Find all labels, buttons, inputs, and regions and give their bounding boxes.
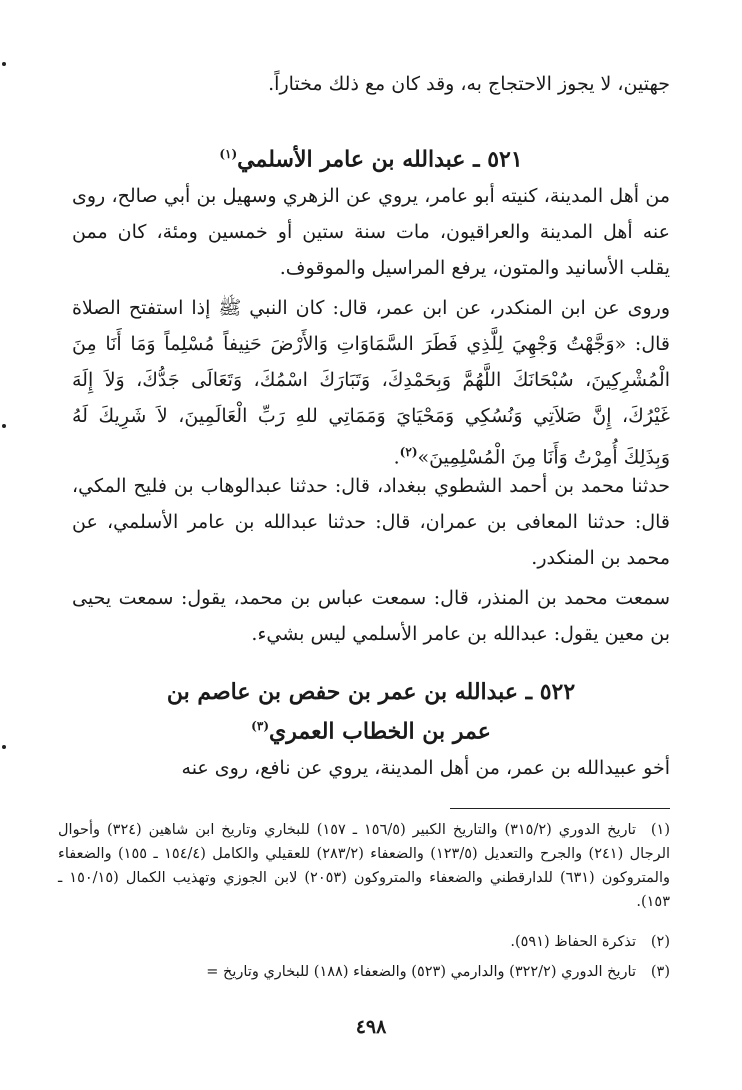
entry-522-heading-line-1: ٥٢٢ ـ عبدالله بن عمر بن حفص بن عاصم بن: [166, 679, 576, 705]
hadith-text: وروى عن ابن المنكدر، عن ابن عمر، قال: كان النبي ﷺ إذا استفتح الصلاة قال: «وَجَّهْتُ وَجْهِيَ لِلَّذِي فَطَرَ السَّمَاوَاتِ وَالأَرْضَ حَنِيفاً مُسْلِماً وَمَا أَنَا مِنَ الْمُشْرِكِينَ، سُبْحَانَكَ اللَّهُمَّ وَبِحَمْدِكَ، وَتَبَارَكَ اسْمُكَ، وَتَعَالَى جَدُّكَ، وَلاَ إِلَهَ غَيْرُكَ، إِنَّ صَلاَتِي وَنُسُكِي وَمَحْيَايَ وَمَمَاتِي للهِ رَبِّ الْعَالَمِينَ، لاَ شَرِيكَ لَهُ وَبِذَلِكَ أُمِرْتُ وَأَنَا مِنَ الْمُسْلِمِينَ»: [72, 297, 670, 469]
entry-521-paragraph-4: سمعت محمد بن المنذر، قال: سمعت عباس بن محمد، يقول: سمعت يحيى بن معين يقول: عبدالله بن عامر الأسلمي ليس بشيء.: [72, 587, 670, 645]
page-number: ٤٩٨: [355, 1016, 387, 1038]
margin-mark: [2, 745, 6, 749]
margin-mark: [2, 424, 6, 428]
footnote-ref-1: (١): [219, 147, 238, 161]
footnote-number: (٢): [650, 934, 670, 950]
footnote-number: (٣): [650, 964, 670, 980]
footnote-text: تذكرة الحفاظ (٥٩١).: [510, 934, 636, 950]
footnote-text: تاريخ الدوري (٣١٥/٢) والتاريخ الكبير (١٥٦/٥ ـ ١٥٧) للبخاري وتاريخ ابن شاهين (٣٢٤) وأحوال الرجال (٢٤١) والجرح والتعديل (١٢٣/٥) والضعفاء (٢٨٣/٢) للعقيلي والكامل (١٥٤/٤ ـ ١٥٥) والضعفاء والمتروكون (٦٣١) للدارقطني والضعفاء والمتروكون (٢٠٥٣) لابن الجوزي وتهذيب الكمال (١٥٠/١٥ ـ ١٥٣).: [58, 822, 671, 910]
entry-522-paragraph-1: أخو عبيدالله بن عمر، من أهل المدينة، يروي عن نافع، روى عنه: [181, 757, 670, 779]
entry-521-heading: [60, 136, 682, 177]
entry-521-paragraph-2: [72, 290, 670, 475]
entry-522-title: عمر بن الخطاب العمري: [269, 718, 491, 745]
period: .: [393, 446, 400, 469]
entry-521-title: ٥٢١ ـ عبدالله بن عامر الأسلمي: [237, 146, 523, 173]
margin-mark: [2, 62, 6, 66]
entry-522-heading-line-2: [60, 708, 682, 749]
footnote-ref-2: (٢): [399, 445, 418, 459]
footnote-2: [58, 930, 670, 954]
footnote-3: [58, 960, 670, 984]
continuation-line: جهتين، لا يجوز الاحتجاج به، وقد كان مع ذلك مختاراً.: [268, 73, 670, 95]
footnote-text: تاريخ الدوري (٣٢٢/٢) والدارمي (٥٢٣) والضعفاء (١٨٨) للبخاري وتاريخ =: [206, 964, 636, 980]
footnote-separator: [450, 808, 670, 809]
entry-521-paragraph-3: حدثنا محمد بن أحمد الشطوي ببغداد، قال: حدثنا عبدالوهاب بن فليح المكي، قال: حدثنا المعافى بن عمران، قال: حدثنا عبدالله بن عامر الأسلمي، عن محمد بن المنكدر.: [72, 475, 670, 569]
footnote-1: [58, 818, 670, 914]
entry-521-paragraph-1: من أهل المدينة، كنيته أبو عامر، يروي عن الزهري وسهيل بن أبي صالح، روى عنه أهل المدينة والعراقيون، مات سنة ستين أو خمسين ومئة، كان ممن يقلب الأسانيد والمتون، يرفع المراسيل والموقوف.: [72, 185, 670, 279]
footnote-number: (١): [650, 822, 670, 838]
footnote-ref-3: (٣): [251, 719, 269, 733]
